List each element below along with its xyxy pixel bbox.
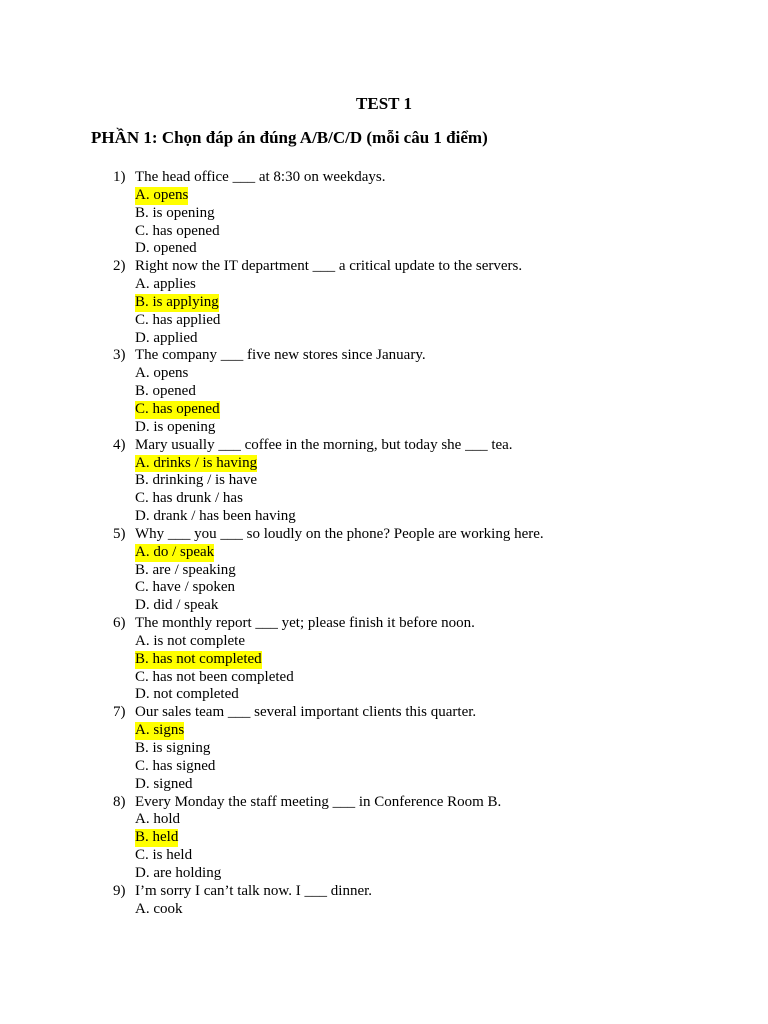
answer-option-line [0,865,768,883]
answer-option: D. signed [135,775,193,792]
question-number: 6) [113,615,126,632]
answer-option-line [0,508,768,526]
answer-option: C. has opened [135,222,220,239]
answer-option-line [0,669,768,687]
answer-option: C. has drunk / has [135,490,243,507]
question-line [0,794,768,812]
question-item [0,615,768,704]
question-number: 1) [113,169,126,185]
answer-option-highlighted: A. drinks / is having [135,454,258,471]
question-line [0,615,768,633]
answer-option: B. are / speaking [135,561,236,578]
answer-option: D. applied [135,329,198,346]
question-number: 7) [113,704,126,721]
answer-option-line [0,829,768,847]
question-number: 4) [113,436,126,453]
answer-option-line [0,383,768,401]
answer-option-line [0,330,768,348]
question-line [0,347,768,365]
answer-option-highlighted: A. signs [135,722,185,739]
answer-option-highlighted: B. is applying [135,293,219,310]
answer-option-line [0,544,768,562]
answer-option: C. has not been completed [135,668,294,685]
question-item [0,437,768,526]
answer-option-line [0,776,768,794]
answer-option: A. is not complete [135,632,245,649]
answer-option-highlighted: A. opens [135,186,189,203]
question-number: 9) [113,882,126,899]
answer-option-highlighted: C. has opened [135,400,220,417]
answer-option: C. has applied [135,311,221,328]
answer-option-line [0,365,768,383]
answer-option-line [0,455,768,473]
question-line [0,526,768,544]
question-text: Right now the IT department ___ a critical update to the servers. [135,258,523,275]
answer-option-line [0,294,768,312]
question-text: Mary usually ___ coffee in the morning, but today she ___ tea. [135,436,513,453]
question-number: 5) [113,525,126,542]
answer-option-line [0,686,768,704]
answer-option: B. opened [135,383,196,400]
section-title: PHẦN 1: Chọn đáp án đúng A/B/C/D (mỗi câu 1 điểm) [91,128,488,147]
answer-option-line [0,187,768,205]
question-text: The head office ___ at 8:30 on weekdays. [135,169,386,185]
answer-option: C. have / spoken [135,579,235,596]
answer-option-line [0,276,768,294]
answer-option-line [0,740,768,758]
answer-option-line [0,401,768,419]
answer-option-line [0,223,768,241]
answer-option-line [0,472,768,490]
answer-option-highlighted: A. do / speak [135,543,215,560]
question-text: Every Monday the staff meeting ___ in Conference Room B. [135,793,502,810]
question-text: The monthly report ___ yet; please finish it before noon. [135,615,475,632]
answer-option-line [0,651,768,669]
answer-option: C. has signed [135,757,216,774]
answer-option-line [0,205,768,223]
answer-option-line [0,597,768,615]
question-line [0,258,768,276]
answer-option: D. not completed [135,686,239,703]
answer-option: A. cook [135,900,183,917]
question-text: Our sales team ___ several important clients this quarter. [135,704,477,721]
answer-option: A. applies [135,276,196,293]
question-item [0,347,768,436]
answer-option-line [0,811,768,829]
answer-option-line [0,562,768,580]
answer-option-line [0,490,768,508]
question-line [0,437,768,455]
page-title: TEST 1 [356,94,412,113]
answer-option-line [0,847,768,865]
answer-option: D. opened [135,240,197,257]
answer-option-line [0,758,768,776]
question-number: 2) [113,258,126,275]
answer-option-line [0,722,768,740]
question-item [0,704,768,793]
answer-option: D. are holding [135,864,222,881]
question-item [0,883,768,919]
question-text: The company ___ five new stores since January. [135,347,426,364]
question-line [0,704,768,722]
answer-option: D. drank / has been having [135,508,296,525]
question-line [0,883,768,901]
question-item [0,258,768,347]
answer-option-line [0,633,768,651]
answer-option-line [0,312,768,330]
question-text: Why ___ you ___ so loudly on the phone? People are working here. [135,525,544,542]
answer-option: A. hold [135,811,180,828]
question-item [0,526,768,615]
answer-option: D. did / speak [135,597,219,614]
question-item [0,169,768,258]
answer-option-highlighted: B. held [135,829,179,846]
answer-option: D. is opening [135,418,216,435]
answer-option: C. is held [135,847,193,864]
answer-option-line [0,240,768,258]
answer-option-line [0,579,768,597]
answer-option-line [0,901,768,919]
answer-option-highlighted: B. has not completed [135,650,262,667]
answer-option-line [0,419,768,437]
question-list [0,169,768,918]
question-text: I’m sorry I can’t talk now. I ___ dinner. [135,882,373,899]
answer-option: B. drinking / is have [135,472,258,489]
question-item [0,794,768,883]
answer-option: B. is signing [135,740,211,756]
answer-option: A. opens [135,365,189,382]
question-line [0,169,768,187]
answer-option: B. is opening [135,204,215,221]
question-number: 3) [113,347,126,364]
question-number: 8) [113,793,126,810]
